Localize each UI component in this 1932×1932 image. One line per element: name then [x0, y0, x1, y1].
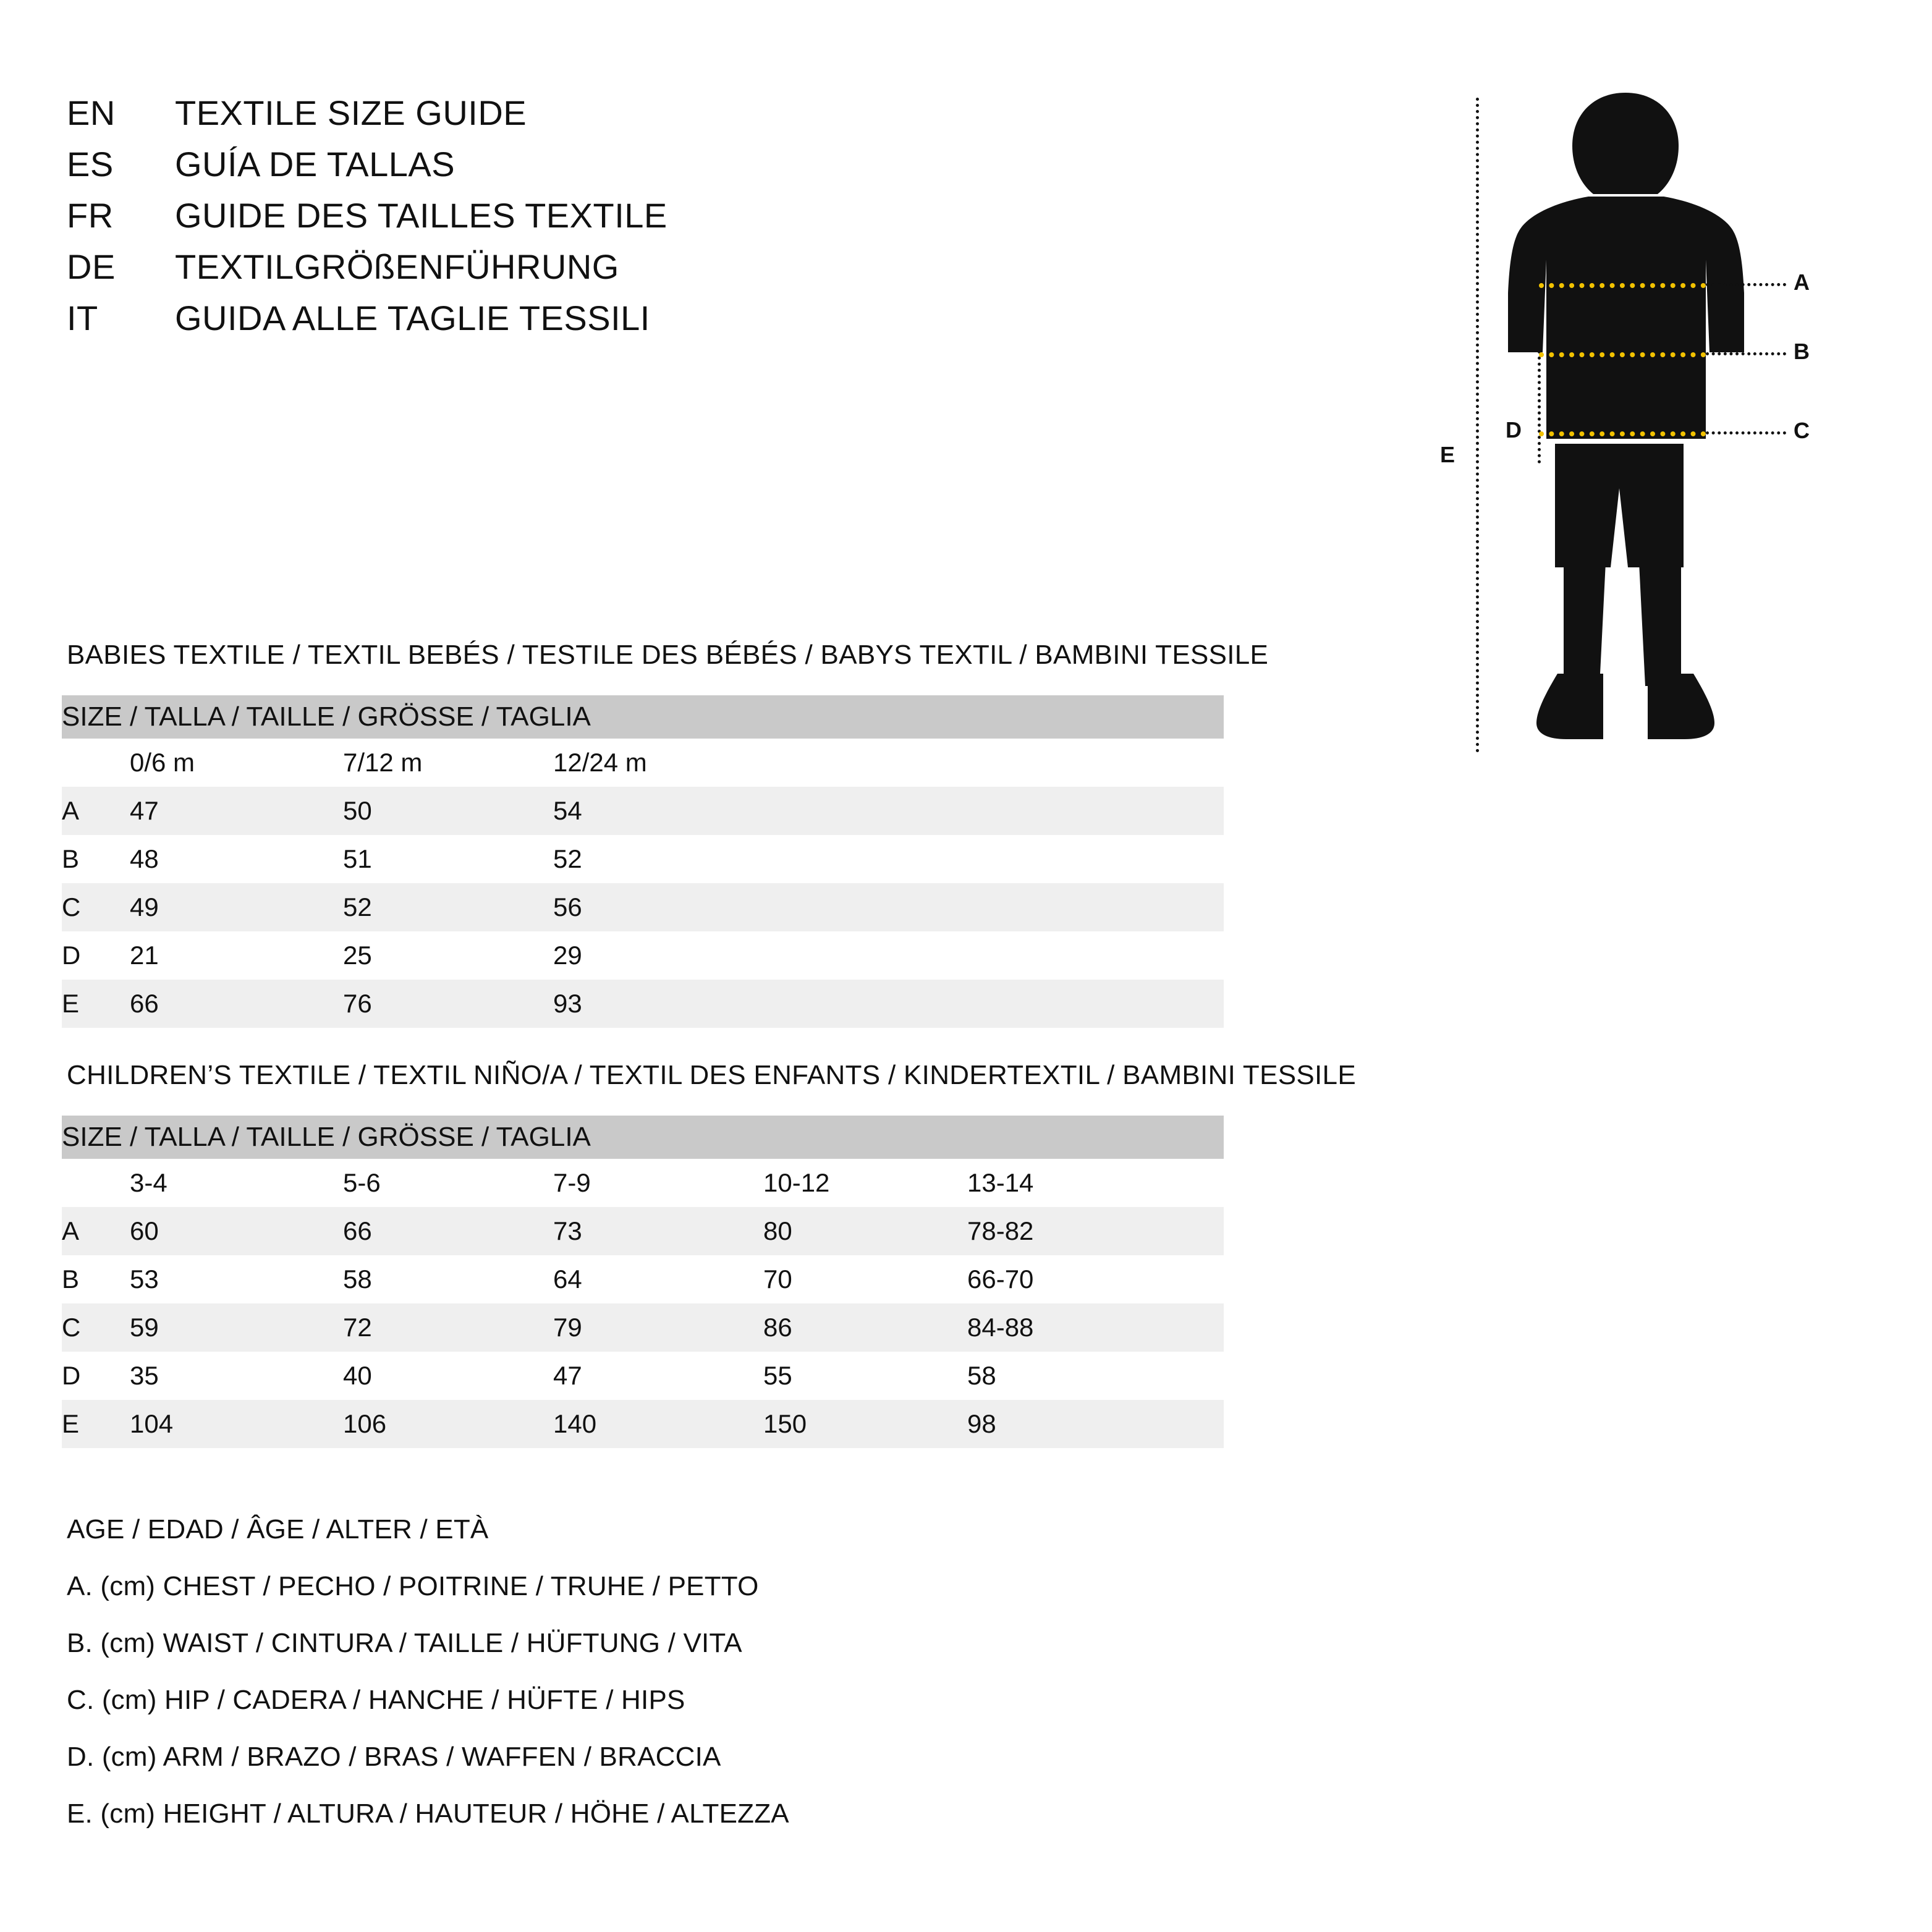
- language-row-es: [67, 144, 1241, 184]
- babies-a-2: 54: [553, 787, 763, 835]
- children-d-4: 58: [967, 1352, 1224, 1400]
- waist-measure-line: [1539, 352, 1706, 357]
- children-c-0: 59: [130, 1303, 343, 1352]
- babies-e-1: 76: [343, 980, 553, 1028]
- children-a-3: 80: [763, 1207, 967, 1255]
- legend-height: E. (cm) HEIGHT / ALTURA / HAUTEUR / HÖHE / ALTEZZA: [67, 1799, 789, 1829]
- language-title: GUIDA ALLE TAGLIE TESSILI: [175, 299, 650, 337]
- children-e-2: 140: [553, 1400, 763, 1448]
- children-b-3: 70: [763, 1255, 967, 1303]
- children-row-label-b: B: [62, 1255, 130, 1303]
- table-row: [62, 1303, 1224, 1352]
- language-title: GUÍA DE TALLAS: [175, 145, 455, 184]
- figure-label-c: C: [1794, 418, 1810, 443]
- table-row: [62, 787, 1224, 835]
- table-row: [62, 980, 1224, 1028]
- children-column-headers: [62, 1159, 1224, 1207]
- children-table-header: SIZE / TALLA / TAILLE / GRÖSSE / TAGLIA: [62, 1116, 1224, 1159]
- children-row-label-d: D: [62, 1352, 130, 1400]
- children-row-label-c: C: [62, 1303, 130, 1352]
- child-silhouette-icon: [1496, 87, 1755, 760]
- table-row: [62, 835, 1224, 883]
- children-row-label-a: A: [62, 1207, 130, 1255]
- children-e-1: 106: [343, 1400, 553, 1448]
- children-c-1: 72: [343, 1303, 553, 1352]
- children-col-0: 3-4: [130, 1159, 343, 1207]
- children-a-2: 73: [553, 1207, 763, 1255]
- figure-label-e: E: [1440, 442, 1455, 467]
- language-code: EN: [67, 93, 116, 132]
- babies-row-label-a: A: [62, 787, 130, 835]
- table-row: [62, 1352, 1224, 1400]
- babies-a-0: 47: [130, 787, 343, 835]
- babies-c-0: 49: [130, 883, 343, 931]
- babies-table-header: SIZE / TALLA / TAILLE / GRÖSSE / TAGLIA: [62, 695, 1224, 739]
- children-c-2: 79: [553, 1303, 763, 1352]
- corner-cell: [62, 739, 130, 787]
- babies-e-2: 93: [553, 980, 763, 1028]
- children-a-0: 60: [130, 1207, 343, 1255]
- babies-a-1: 50: [343, 787, 553, 835]
- children-b-0: 53: [130, 1255, 343, 1303]
- babies-row-label-e: E: [62, 980, 130, 1028]
- legend-arm: D. (cm) ARM / BRAZO / BRAS / WAFFEN / BRACCIA: [67, 1742, 721, 1772]
- babies-c-2: 56: [553, 883, 763, 931]
- babies-d-0: 21: [130, 931, 343, 980]
- children-e-4: 98: [967, 1400, 1224, 1448]
- legend-hip: C. (cm) HIP / CADERA / HANCHE / HÜFTE / HIPS: [67, 1685, 685, 1715]
- language-code: ES: [67, 145, 114, 184]
- table-row: [62, 1255, 1224, 1303]
- table-row: [62, 883, 1224, 931]
- babies-section-caption: BABIES TEXTILE / TEXTIL BEBÉS / TESTILE DES BÉBÉS / BABYS TEXTIL / BAMBINI TESSILE: [67, 640, 1269, 670]
- figure-label-b: B: [1794, 339, 1810, 364]
- children-e-0: 104: [130, 1400, 343, 1448]
- babies-b-1: 51: [343, 835, 553, 883]
- children-col-1: 5-6: [343, 1159, 553, 1207]
- children-d-2: 47: [553, 1352, 763, 1400]
- table-row: [62, 1207, 1224, 1255]
- table-row: [62, 1400, 1224, 1448]
- language-row-it: [67, 298, 1241, 338]
- babies-col-2: 12/24 m: [553, 739, 763, 787]
- children-a-4: 78-82: [967, 1207, 1224, 1255]
- babies-col-spacer-1: [763, 739, 967, 787]
- babies-e-0: 66: [130, 980, 343, 1028]
- figure-label-d: D: [1506, 417, 1522, 443]
- legend-age: AGE / EDAD / ÂGE / ALTER / ETÀ: [67, 1514, 489, 1544]
- corner-cell: [62, 1159, 130, 1207]
- children-c-4: 84-88: [967, 1303, 1224, 1352]
- children-col-4: 13-14: [967, 1159, 1224, 1207]
- chest-measure-line: [1539, 283, 1706, 288]
- babies-col-0: 0/6 m: [130, 739, 343, 787]
- hip-leader-line: [1706, 431, 1786, 434]
- legend-chest: A. (cm) CHEST / PECHO / POITRINE / TRUHE / PETTO: [67, 1571, 759, 1601]
- measurement-figure: [1384, 74, 1879, 773]
- babies-b-0: 48: [130, 835, 343, 883]
- waist-leader-line: [1706, 352, 1786, 355]
- children-b-4: 66-70: [967, 1255, 1224, 1303]
- babies-col-spacer-2: [967, 739, 1224, 787]
- language-code: DE: [67, 247, 116, 286]
- babies-b-2: 52: [553, 835, 763, 883]
- babies-row-label-d: D: [62, 931, 130, 980]
- figure-label-a: A: [1794, 269, 1810, 295]
- babies-d-2: 29: [553, 931, 763, 980]
- children-e-3: 150: [763, 1400, 967, 1448]
- language-code: IT: [67, 299, 98, 337]
- children-size-table: [62, 1116, 1224, 1448]
- language-row-en: [67, 93, 1241, 133]
- height-guide-line-e: [1476, 98, 1479, 753]
- babies-col-1: 7/12 m: [343, 739, 553, 787]
- language-row-fr: [67, 195, 1241, 235]
- language-row-de: [67, 247, 1241, 287]
- language-title: TEXTILGRÖßENFÜHRUNG: [175, 247, 619, 286]
- language-title-block: [67, 93, 1241, 349]
- children-a-1: 66: [343, 1207, 553, 1255]
- children-d-0: 35: [130, 1352, 343, 1400]
- table-header-band: [62, 695, 1224, 739]
- children-b-2: 64: [553, 1255, 763, 1303]
- children-b-1: 58: [343, 1255, 553, 1303]
- children-col-3: 10-12: [763, 1159, 967, 1207]
- children-d-1: 40: [343, 1352, 553, 1400]
- language-title: GUIDE DES TAILLES TEXTILE: [175, 196, 667, 235]
- legend-waist: B. (cm) WAIST / CINTURA / TAILLE / HÜFTUNG / VITA: [67, 1628, 742, 1658]
- babies-d-1: 25: [343, 931, 553, 980]
- language-title: TEXTILE SIZE GUIDE: [175, 93, 527, 132]
- children-c-3: 86: [763, 1303, 967, 1352]
- babies-column-headers: [62, 739, 1224, 787]
- babies-c-1: 52: [343, 883, 553, 931]
- children-d-3: 55: [763, 1352, 967, 1400]
- babies-size-table: [62, 695, 1224, 1028]
- children-col-2: 7-9: [553, 1159, 763, 1207]
- children-row-label-e: E: [62, 1400, 130, 1448]
- hip-measure-line: [1539, 431, 1706, 436]
- chest-leader-line: [1706, 283, 1786, 286]
- table-row: [62, 931, 1224, 980]
- children-section-caption: CHILDREN’S TEXTILE / TEXTIL NIÑO/A / TEXTIL DES ENFANTS / KINDERTEXTIL / BAMBINI TESSILE: [67, 1060, 1356, 1090]
- measurement-legend: [67, 1514, 789, 1855]
- babies-row-label-b: B: [62, 835, 130, 883]
- language-code: FR: [67, 196, 114, 235]
- babies-row-label-c: C: [62, 883, 130, 931]
- table-header-band: [62, 1116, 1224, 1159]
